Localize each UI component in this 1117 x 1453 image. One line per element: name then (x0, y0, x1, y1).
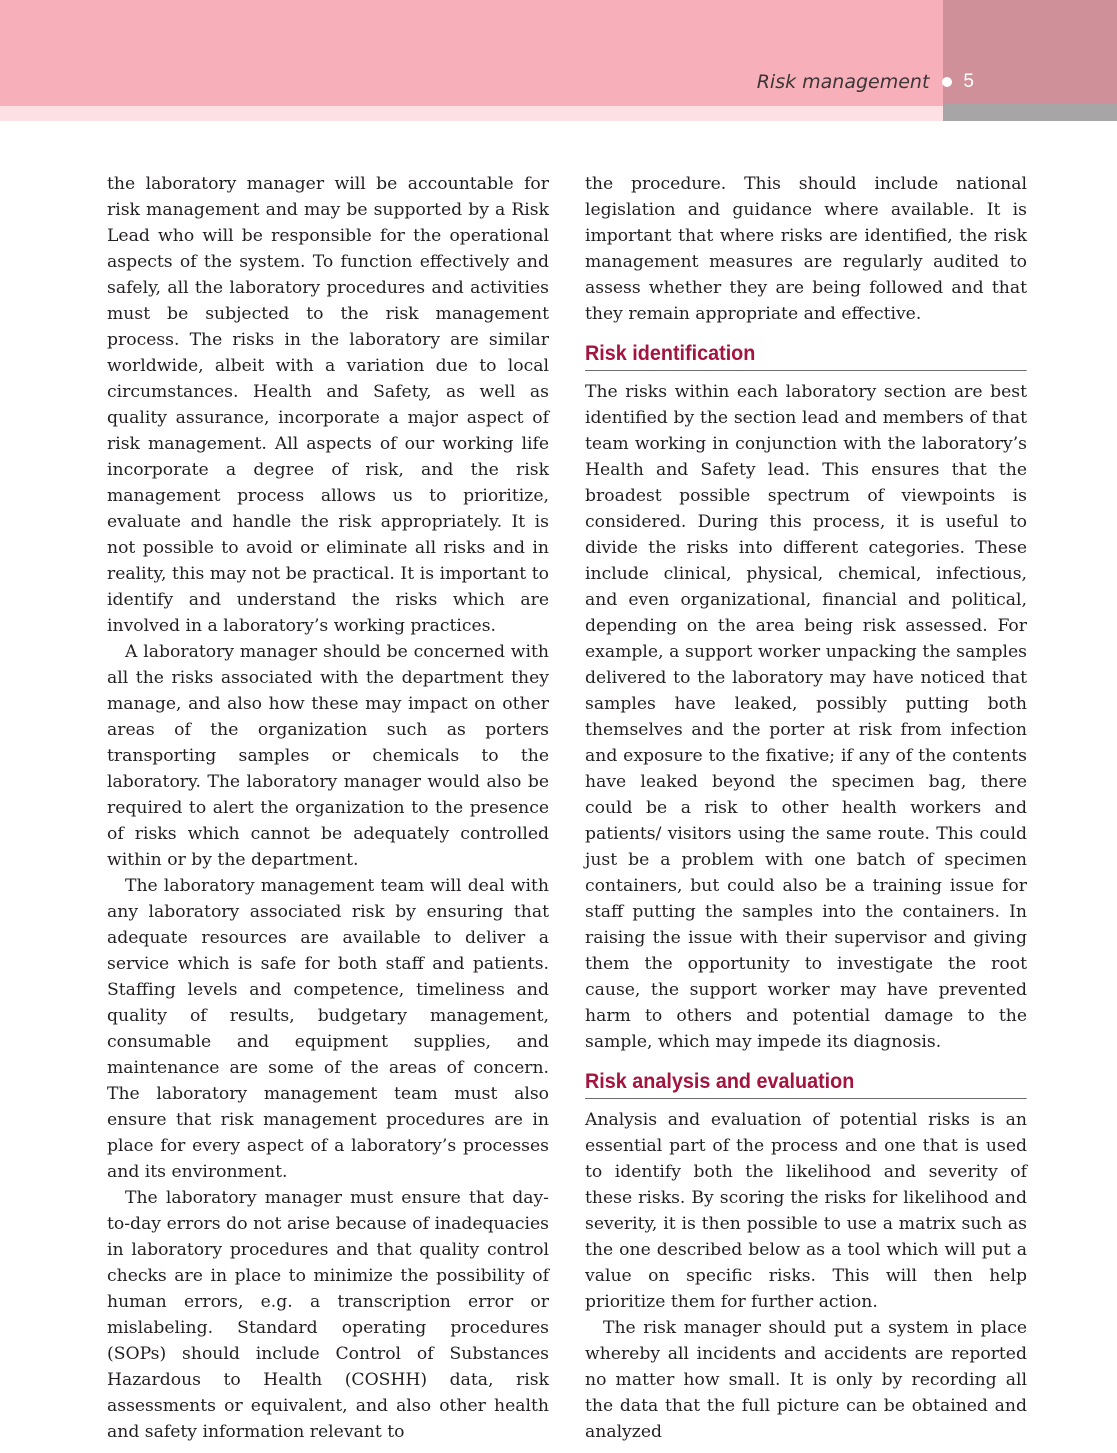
section-heading: Risk identification (585, 338, 1027, 371)
body-paragraph: the procedure. This should include national legislation and guidance where available. It is important that where risks are identified, the risk management measures are regularly audited to assess whether they are being followed and that they remain appropriate and effective. (585, 174, 1027, 324)
body-paragraph: the laboratory manager will be accountable for risk management and may be supported by a Risk Lead who will be responsible for the operational aspects of the system. To function effectively and safely, all the laboratory procedures and activities must be subjected to the risk management process. The risks in the laboratory are similar worldwide, albeit with a variation due to local circumstances. Health and Safety, as well as quality assurance, incorporate a major aspect of risk management. All aspects of our working life incorporate a degree of risk, and the risk management process allows us to prioritize, evaluate and handle the risk appropriately. It is not possible to avoid or eliminate all risks and in reality, this may not be practical. It is important to identify and understand the risks which are involved in a laboratory’s working practices. (107, 174, 549, 636)
section-heading: Risk analysis and evaluation (585, 1066, 1027, 1099)
header-corner-grey-strip (943, 104, 1117, 121)
body-paragraph: Analysis and evaluation of potential risks is an essential part of the process and one that is used to identify both the likelihood and severity of these risks. By scoring the risks for likelihood and severity, it is then possible to use a matrix such as the one described below as a tool which will put a value on specific risks. This will then help prioritize them for further action. (585, 1110, 1027, 1312)
page-number: 5 (963, 71, 974, 92)
body-paragraph: The laboratory management team will deal with any laboratory associated risk by ensuring that adequate resources are available to deliver a service which is safe for both staff and patients. Staffing levels and competence, timeliness and quality of results, budgetary management, consumable and equipment supplies, and maintenance are some of the areas of concern. The laboratory management team must also ensure that risk management procedures are in place for every aspect of a laboratory’s processes and its environment. (107, 876, 549, 1182)
body-paragraph: The risks within each laboratory section are best identified by the section lead and members of that team working in conjunction with the laboratory’s Health and Safety lead. This ensures that the broadest possible spectrum of viewpoints is considered. During this process, it is useful to divide the risks into different categories. These include clinical, physical, chemical, infectious, and even organizational, financial and political, depending on the area being risk assessed. For example, a support worker unpacking the samples delivered to the laboratory may have noticed that samples have leaked, possibly putting both themselves and the porter at risk from infection and exposure to the fixative; if any of the contents have leaked beyond the specimen bag, there could be a risk to other health workers and patients/ visitors using the same route. This could just be a problem with one batch of specimen containers, but could also be a training issue for staff putting the samples into the containers. In raising the issue with their supervisor and giving them the opportunity to investigate the root cause, the support worker may have prevented harm to others and potential damage to the sample, which may impede its diagnosis. (585, 382, 1027, 1052)
header-band-light (0, 106, 943, 121)
running-head (600, 66, 974, 98)
body-paragraph: The laboratory manager must ensure that day-to-day errors do not arise because of inadequacies in laboratory procedures and that quality control checks are in place to minimize the possibility of human errors, e.g. a transcription error or mislabeling. Standard operating procedures (SOPs) should include Control of Substances Hazardous to Health (COSHH) data, risk assessments or equivalent, and also other health and safety information relevant to (107, 1188, 549, 1442)
right-column (585, 171, 1027, 1445)
body-paragraph: The risk manager should put a system in place whereby all incidents and accidents are reported no matter how small. It is only by recording all the data that the full picture can be obtained and analyzed (585, 1318, 1027, 1442)
running-head-title: Risk management (756, 71, 930, 93)
bullet-icon (942, 77, 952, 87)
left-column (107, 171, 549, 1445)
body-paragraph: A laboratory manager should be concerned with all the risks associated with the department they manage, and also how these may impact on other areas of the organization such as porters transporting samples or chemicals to the laboratory. The laboratory manager would also be required to alert the organization to the presence of risks which cannot be adequately controlled within or by the department. (107, 642, 549, 870)
